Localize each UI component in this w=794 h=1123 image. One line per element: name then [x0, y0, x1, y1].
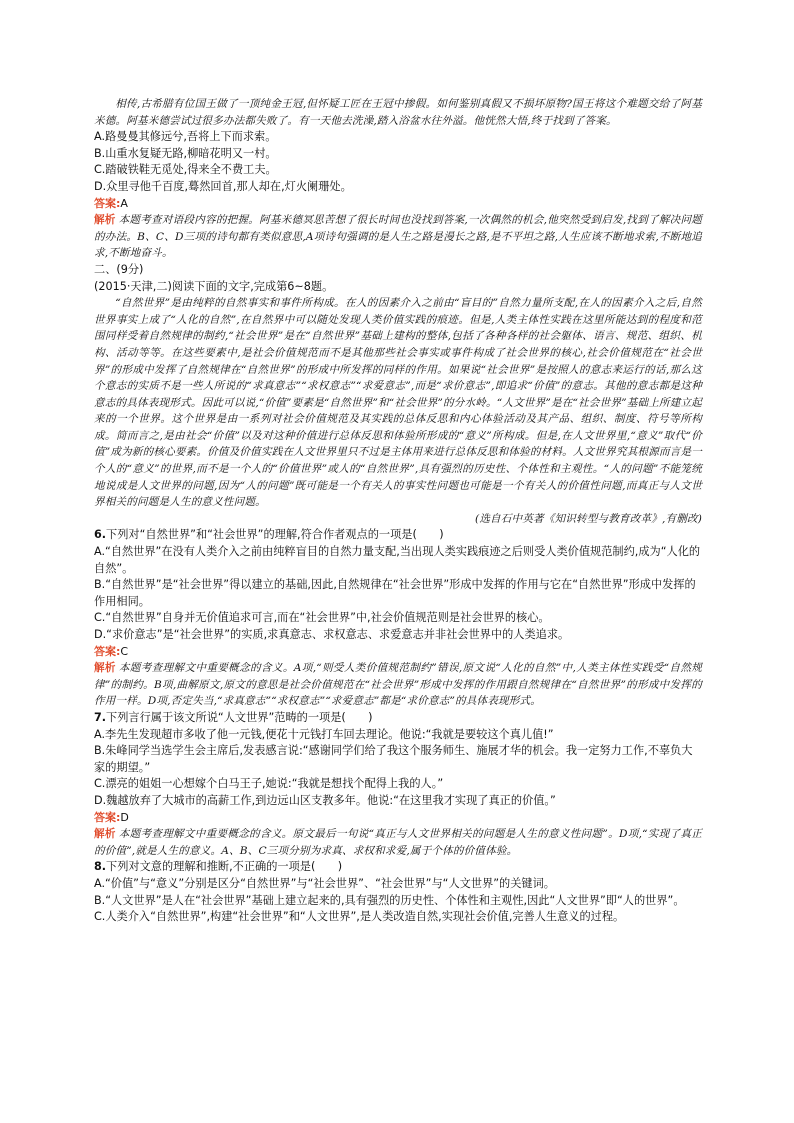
- q6-stem: [94, 527, 702, 544]
- q7-option-d: D.魏越放弃了大城市的高薪工作,到边远山区支教多年。他说:“在这里我才实现了真正的价值。”: [94, 793, 556, 807]
- q5-option-b: B.山重水复疑无路,柳暗花明又一村。: [94, 146, 277, 160]
- q7-stem-text: 下列言行属于该文所说“人文世界”范畴的一项是( ): [106, 710, 373, 724]
- q7-option-a: A.李先生发现超市多收了他一元钱,便花十元钱打车回去理论。他说:“我就是要较这个真儿值!”: [94, 727, 554, 741]
- q5-explanation: [94, 212, 702, 262]
- explain-label: 解析: [94, 828, 116, 841]
- explain-label: 解析: [94, 214, 116, 227]
- q8-option-b: B.“人文世界”是人在“社会世界”基础上建立起来的,具有强烈的历史性、个体性和主观性,因此“人文世界”即“人的世界”。: [94, 893, 685, 907]
- q7-stem: [94, 710, 702, 727]
- exam-page: [94, 96, 702, 926]
- q6-option-c: C.“自然世界”自身并无价值追求可言,而在“社会世界”中,社会价值规范则是社会世界的核心。: [94, 611, 550, 625]
- q7-option-b: B.朱峰同学当选学生会主席后,发表感言说:“感谢同学们给了我这个服务师生、施展才华的机会。我一定努力工作,不辜负大家的期望。”: [94, 744, 693, 774]
- q6-stem-text: 下列对“自然世界”和“社会世界”的理解,符合作者观点的一项是( ): [106, 528, 444, 542]
- q5-explain-text: 本题考查对语段内容的把握。阿基米德冥思苦想了很长时间也没找到答案,一次偶然的机会,他突然受到启发,找到了解决问题的办法。B、C、D三项的诗句都有类似意思,A项诗句强调的是人生之路是漫长之路,是不平坦之路,人生应该不断地求索,不断地追求,不断地奋斗。: [94, 214, 702, 260]
- q5-option-a: A.路曼曼其修远兮,吾将上下而求索。: [94, 130, 277, 144]
- q8-option-c: C.人类介入“自然世界”,构建“社会世界”和“人文世界”,是人类改造自然,实现社会价值,完善人生意义的过程。: [94, 910, 625, 924]
- q8-option-a: A.“价值”与“意义”分别是区分“自然世界”与“社会世界”、“社会世界”与“人文世界”的关键词。: [94, 876, 555, 890]
- q6-explain-text: 本题考查理解文中重要概念的含义。A项,“则受人类价值规范制约”错误,原文说“人化的自然”中,人类主体性实践受“自然规律”的制约。B项,曲解原文,原文的意思是社会价值规范在“社会世界”形成中发挥的作用跟自然规律在“自然世界”的形成中发挥的作用一样。D项,否定失当,“求真意志”“求权意志”“求爱意志”都是“求价意志”的具体表现形式。: [94, 662, 702, 708]
- passage-source: (选自石中英著《知识转型与教育改革》,有删改): [475, 512, 702, 525]
- section-intro: (2015·天津,二)阅读下面的文字,完成第6~8题。: [94, 279, 334, 293]
- answer-label: 答案: [94, 196, 116, 210]
- answer-label: 答案: [94, 644, 116, 658]
- q6-explanation: [94, 660, 702, 710]
- q8-number: 8.: [94, 860, 107, 874]
- q6-option-a: A.“自然世界”在没有人类介入之前由纯粹盲目的自然力量支配,当出现人类实践痕迹之后则受人类价值规范制约,成为“人化的自然”。: [94, 545, 701, 575]
- q8-stem: [94, 859, 702, 876]
- q6-option-d: D.“求价意志”是“社会世界”的实质,求真意志、求权意志、求爱意志并非社会世界中的人类追求。: [94, 628, 570, 641]
- main-passage: “自然世界”是由纯粹的自然事实和事件所构成。在人的因素介入之前由“盲目的”自然力量所支配,在人的因素介入之后,自然世界事实上成了“人化的自然”,在自然界中可以随处发现人类价值实践的痕迹。但是,人类主体性实践在这里所能达到的程度和范围同样受着自然规律的制约,“社会世界”是在“自然世界”基础上建构的整体,包括了各种各样的社会躯体、语言、规范、组织、机构、活动等等。在这些要素中,是社会价值规范而不是其他那些社会事实或事件构成了社会世界的核心,社会价值规范在“社会世界”的形成中发挥了自然规律在“自然世界”的形成中所发挥的同样的作用。如果说“社会世界”是按照人的意志来运行的话,那么这个意志的实质不是一些人所说的“求真意志”“求权意志”“求爱意志”,而是“求价意志”,即追求“价值”的意志。其他的意志都是这种意志的具体表现形式。因此可以说,“价值”要素是“自然世界”和“社会世界”的分水岭。“人文世界”是在“社会世界”基础上所建立起来的一个世界。这个世界是由一系列对社会价值规范及其实践的总体反思和内心体验活动及其产品、组织、制度、符号等所构成。简而言之,是由社会“价值”以及对这种价值进行总体反思和体验所形成的“意义”所构成。但是,在人文世界里,“意义”取代“价值”成为新的核心要素。价值及价值实践在人文世界里只不过是主体用来进行总体反思和体验的材料。人文世界究其根源而言是一个人的“意义”的世界,而不是一个人的“价值世界”或人的“自然世界”,具有强烈的历史性、个体性和主观性。“人的问题”不能笼统地说成是人文世界的问题,因为“人的问题”既可能是一个有关人的事实性问题也可能是一个有关人的价值性问题,而真正与人文世界相关的问题是人生的意义性问题。: [94, 297, 702, 509]
- q7-explanation: [94, 826, 702, 859]
- intro-passage: 相传,古希腊有位国王做了一顶纯金王冠,但怀疑工匠在王冠中掺假。如何鉴别真假又不损坏原物?国王将这个难题交给了阿基米德。阿基米德尝试过很多办法都失败了。有一天他去洗澡,踏入浴盆水往外溢。他恍然大悟,终于找到了答案。: [94, 98, 702, 127]
- explain-label: 解析: [94, 662, 116, 675]
- q6-option-b: B.“自然世界”是“社会世界”得以建立的基础,因此,自然规律在“社会世界”形成中发挥的作用与它在“自然世界”形成中发挥的作用相同。: [94, 578, 696, 608]
- q5-answer-value: A: [120, 196, 128, 210]
- q7-number: 7.: [94, 710, 107, 724]
- q5-option-c: C.踏破铁鞋无觅处,得来全不费工夫。: [94, 163, 277, 177]
- q7-option-c: C.漂亮的姐姐一心想嫁个白马王子,她说:“我就是想找个配得上我的人。”: [94, 777, 444, 791]
- q8-stem-text: 下列对文意的理解和推断,不正确的一项是( ): [106, 860, 343, 874]
- q6-answer-value: C: [120, 644, 129, 658]
- q7-answer-value: D: [120, 810, 129, 824]
- q6-number: 6.: [94, 528, 107, 542]
- q6-answer: 答案:C: [94, 644, 129, 658]
- q5-answer: 答案:A: [94, 196, 128, 210]
- section-title: 二、(9分): [94, 262, 144, 276]
- q5-option-d: D.众里寻他千百度,蓦然回首,那人却在,灯火阑珊处。: [94, 179, 352, 193]
- answer-label: 答案: [94, 810, 116, 824]
- q7-explain-text: 本题考查理解文中重要概念的含义。原文最后一句说“真正与人文世界相关的问题是人生的意义性问题”。D项,“实现了真正的价值”,就是人生的意义。A、B、C三项分别为求真、求权和求爱,属于个体的价值体验。: [94, 828, 702, 857]
- q7-answer: 答案:D: [94, 810, 129, 824]
